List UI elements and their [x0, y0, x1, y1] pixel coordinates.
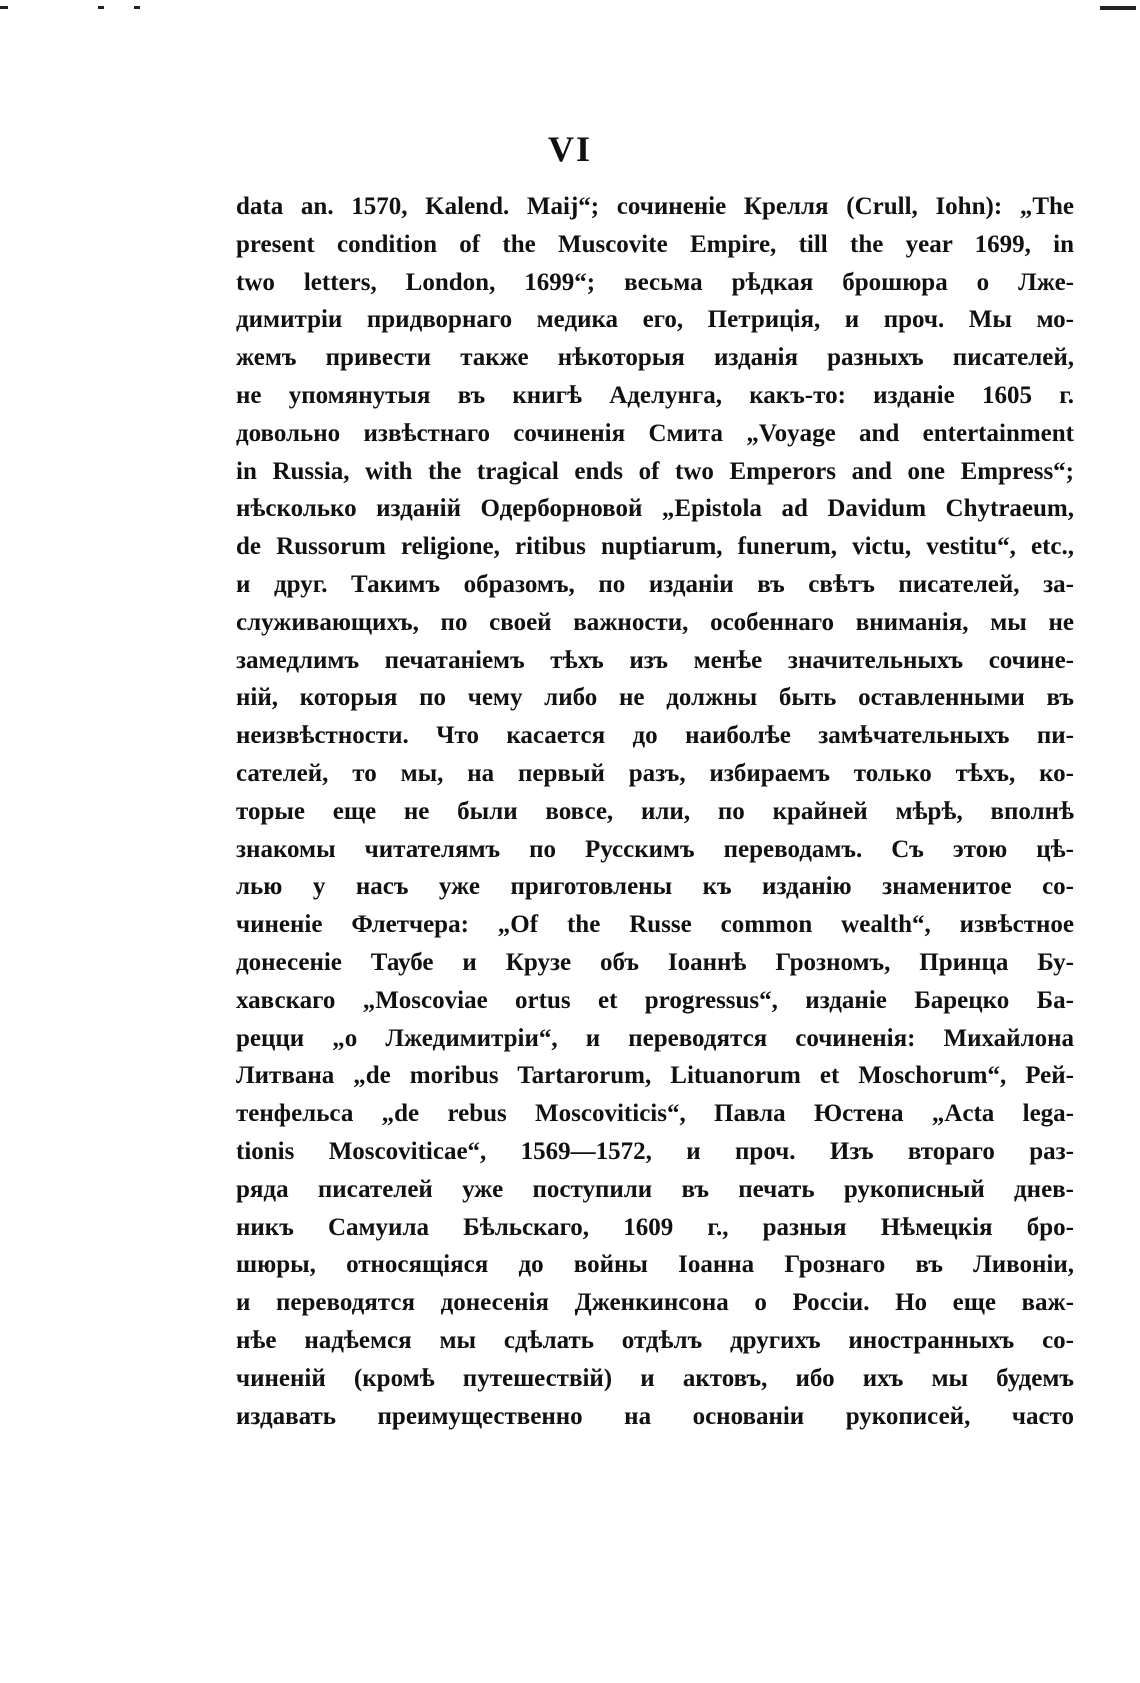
- text-line: димитріи придворнаго медика его, Петриція, и проч. Мы мо-: [236, 306, 1074, 334]
- text-line: чиненіе Флетчера: „Of the Russe common wealth“, извѣстное: [236, 911, 1074, 939]
- text-line: лью у насъ уже приготовлены къ изданію знаменитое со-: [236, 873, 1074, 901]
- text-line: ній, которыя по чему либо не должны быть оставленными въ: [236, 684, 1074, 712]
- text-line: ряда писателей уже поступили въ печать рукописный днев-: [236, 1175, 1074, 1203]
- text-line: чиненій (кромѣ путешествій) и актовъ, ибо ихъ мы будемъ: [236, 1364, 1074, 1392]
- text-line: довольно извѣстнаго сочиненія Смита „Voyage and entertainment: [236, 419, 1074, 447]
- text-line: и друг. Такимъ образомъ, по изданіи въ свѣтъ писателей, за-: [236, 570, 1074, 598]
- text-line: tionis Moscoviticae“, 1569—1572, и проч. Изъ втораго раз-: [236, 1137, 1074, 1165]
- text-line: знакомы читателямъ по Русскимъ переводамъ. Съ этою цѣ-: [236, 835, 1074, 863]
- text-line: de Russorum religione, ritibus nuptiarum, funerum, victu, vestitu“, etc.,: [236, 533, 1074, 561]
- body-text: [236, 188, 1074, 1435]
- text-line: тенфельса „de rebus Moscoviticis“, Павла Юстена „Acta lega-: [236, 1100, 1074, 1128]
- text-line: хавскаго „Moscoviae ortus et progressus“, изданіе Барецко Ба-: [236, 986, 1074, 1014]
- text-line: никъ Самуила Бѣльскаго, 1609 г., разныя Нѣмецкія бро-: [236, 1213, 1074, 1241]
- text-line: неизвѣстности. Что касается до наиболѣе замѣчательныхъ пи-: [236, 722, 1074, 750]
- text-line: не упомянутыя въ книгѣ Аделунга, какъ-то: изданіе 1605 г.: [236, 381, 1074, 409]
- scan-artifact-mark: [0, 6, 8, 9]
- text-line: Литвана „de moribus Tartarorum, Lituanorum et Moschorum“, Рей-: [236, 1062, 1074, 1090]
- text-line: служивающихъ, по своей важности, особеннаго вниманія, мы не: [236, 608, 1074, 636]
- scan-artifact-mark: [134, 6, 140, 9]
- text-line: data an. 1570, Kalend. Maij“; сочиненіе Крелля (Crull, Iohn): „The: [236, 193, 1074, 220]
- text-line: шюры, относящіяся до войны Іоанна Грознаго въ Ливоніи,: [236, 1251, 1074, 1279]
- text-line: торые еще не были вовсе, или, по крайней мѣрѣ, вполнѣ: [236, 797, 1074, 825]
- text-line: издавать преимущественно на основаніи рукописей, часто: [236, 1402, 1074, 1430]
- text-line: нѣе надѣемся мы сдѣлать отдѣлъ другихъ иностранныхъ со-: [236, 1326, 1074, 1354]
- text-line: present condition of the Muscovite Empire, till the year 1699, in: [236, 230, 1074, 258]
- text-line: рецци „о Лжедимитріи“, и переводятся сочиненія: Михайлона: [236, 1024, 1074, 1052]
- text-line: сателей, то мы, на первый разъ, избираемъ только тѣхъ, ко-: [236, 759, 1074, 787]
- text-line: и переводятся донесенія Дженкинсона о Россіи. Но еще важ-: [236, 1289, 1074, 1317]
- scan-artifact-mark: [1100, 6, 1136, 10]
- text-line: замедлимъ печатаніемъ тѣхъ изъ менѣе значительныхъ сочине-: [236, 646, 1074, 674]
- text-line: in Russia, with the tragical ends of two Emperors and one Empress“;: [236, 457, 1074, 485]
- text-line: нѣсколько изданій Одерборновой „Epistola ad Davidum Chytraeum,: [236, 495, 1074, 523]
- text-line: жемъ привести также нѣкоторыя изданія разныхъ писателей,: [236, 344, 1074, 372]
- text-line: донесеніе Таубе и Крузе объ Іоаннѣ Грозномъ, Принца Бу-: [236, 948, 1074, 976]
- text-line: two letters, London, 1699“; весьма рѣдкая брошюра о Лже-: [236, 268, 1074, 296]
- scan-artifact-mark: [98, 6, 104, 9]
- page-number: VI: [547, 129, 592, 169]
